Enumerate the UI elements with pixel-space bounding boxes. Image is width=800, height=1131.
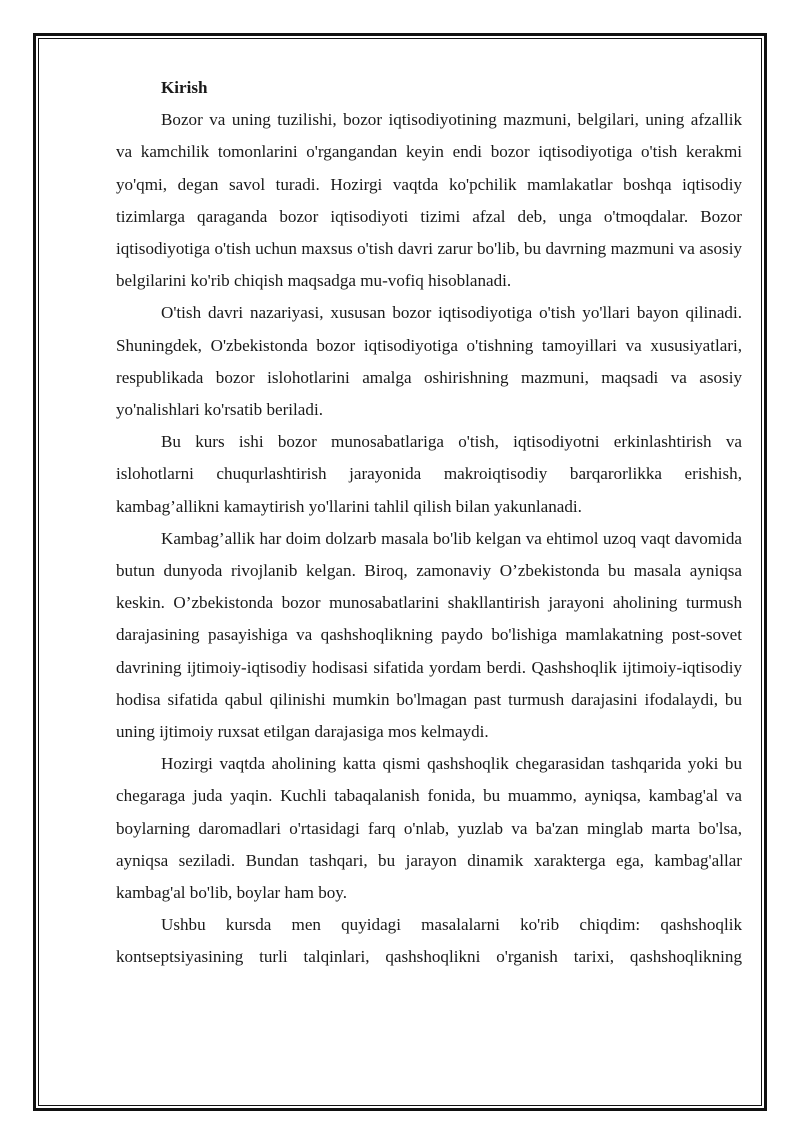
- paragraph-1: Bozor va uning tuzilishi, bozor iqtisodiyotining mazmuni, belgilari, uning afzallik va kamchilik tomonlarini o'rgangandan keyin endi bozor iqtisodiyotiga o'tish kerakmi yo'qmi, degan savol turadi. Hozirgi vaqtda ko'pchilik mamlakatlar boshqa iqtisodiy tizimlarga qaraganda bozor iqtisodiyoti tizimi afzal deb, unga o'tmoqdalar. Bozor iqtisodiyotiga o'tish uchun maxsus o'tish davri zarur bo'lib, bu davrning mazmuni va asosiy belgilarini ko'rib chiqish maqsadga mu-vofiq hisoblanadi.: [116, 110, 742, 291]
- paragraph-4: Kambag’allik har doim dolzarb masala bo'lib kelgan va ehtimol uzoq vaqt davomida butun dunyoda rivojlanib kelgan. Biroq, zamonaviy O’zbekistonda bu masala ayniqsa keskin. O’zbekistonda bozor munosabatlarini shakllantirish jarayoni aholining turmush darajasining pasayishiga va qashshoqlikning paydo bo'lishiga mamlakatning post-sovet davrining ijtimoiy-iqtisodiy hodisasi sifatida yordam berdi. Qashshoqlik ijtimoiy-iqtisodiy hodisa sifatida qabul qilinishi mumkin bo'lmagan past turmush darajasini ifodalaydi, bu uning ijtimoiy ruxsat etilgan darajasiga mos kelmaydi.: [116, 528, 742, 742]
- paragraph-5: Hozirgi vaqtda aholining katta qismi qashshoqlik chegarasidan tashqarida yoki bu chegaraga juda yaqin. Kuchli tabaqalanish fonida, bu muammo, ayniqsa, kambag'al va boylarning daromadlari o'rtasidagi farq o'nlab, yuzlab va ba'zan minglab marta bo'lsa, ayniqsa seziladi. Bundan tashqari, bu jarayon dinamik xarakterga ega, kambag'allar kambag'al bo'lib, boylar ham boy.: [116, 754, 742, 903]
- paragraph-2: O'tish davri nazariyasi, xususan bozor iqtisodiyotiga o'tish yo'llari bayon qilinadi. Shuningdek, O'zbekistonda bozor iqtisodiyotiga o'tishning tamoyillari va xususiyatlari, respublikada bozor islohotlarini amalga oshirishning mazmuni, maqsadi va asosiy yo'nalishlari ko'rsatib beriladi.: [116, 303, 742, 420]
- section-heading: Kirish: [161, 78, 208, 97]
- document-body: [116, 72, 742, 974]
- paragraph-6: Ushbu kursda men quyidagi masalalarni ko'rib chiqdim: qashshoqlik kontseptsiyasining turli talqinlari, qashshoqlikni o'rganish tarixi, qashshoqlikning: [116, 915, 742, 967]
- paragraph-3: Bu kurs ishi bozor munosabatlariga o'tish, iqtisodiyotni erkinlashtirish va islohotlarni chuqurlashtirish jarayonida makroiqtisodiy barqarorlikka erishish, kambag’allikni kamaytirish yo'llarini tahlil qilish bilan yakunlanadi.: [116, 432, 742, 516]
